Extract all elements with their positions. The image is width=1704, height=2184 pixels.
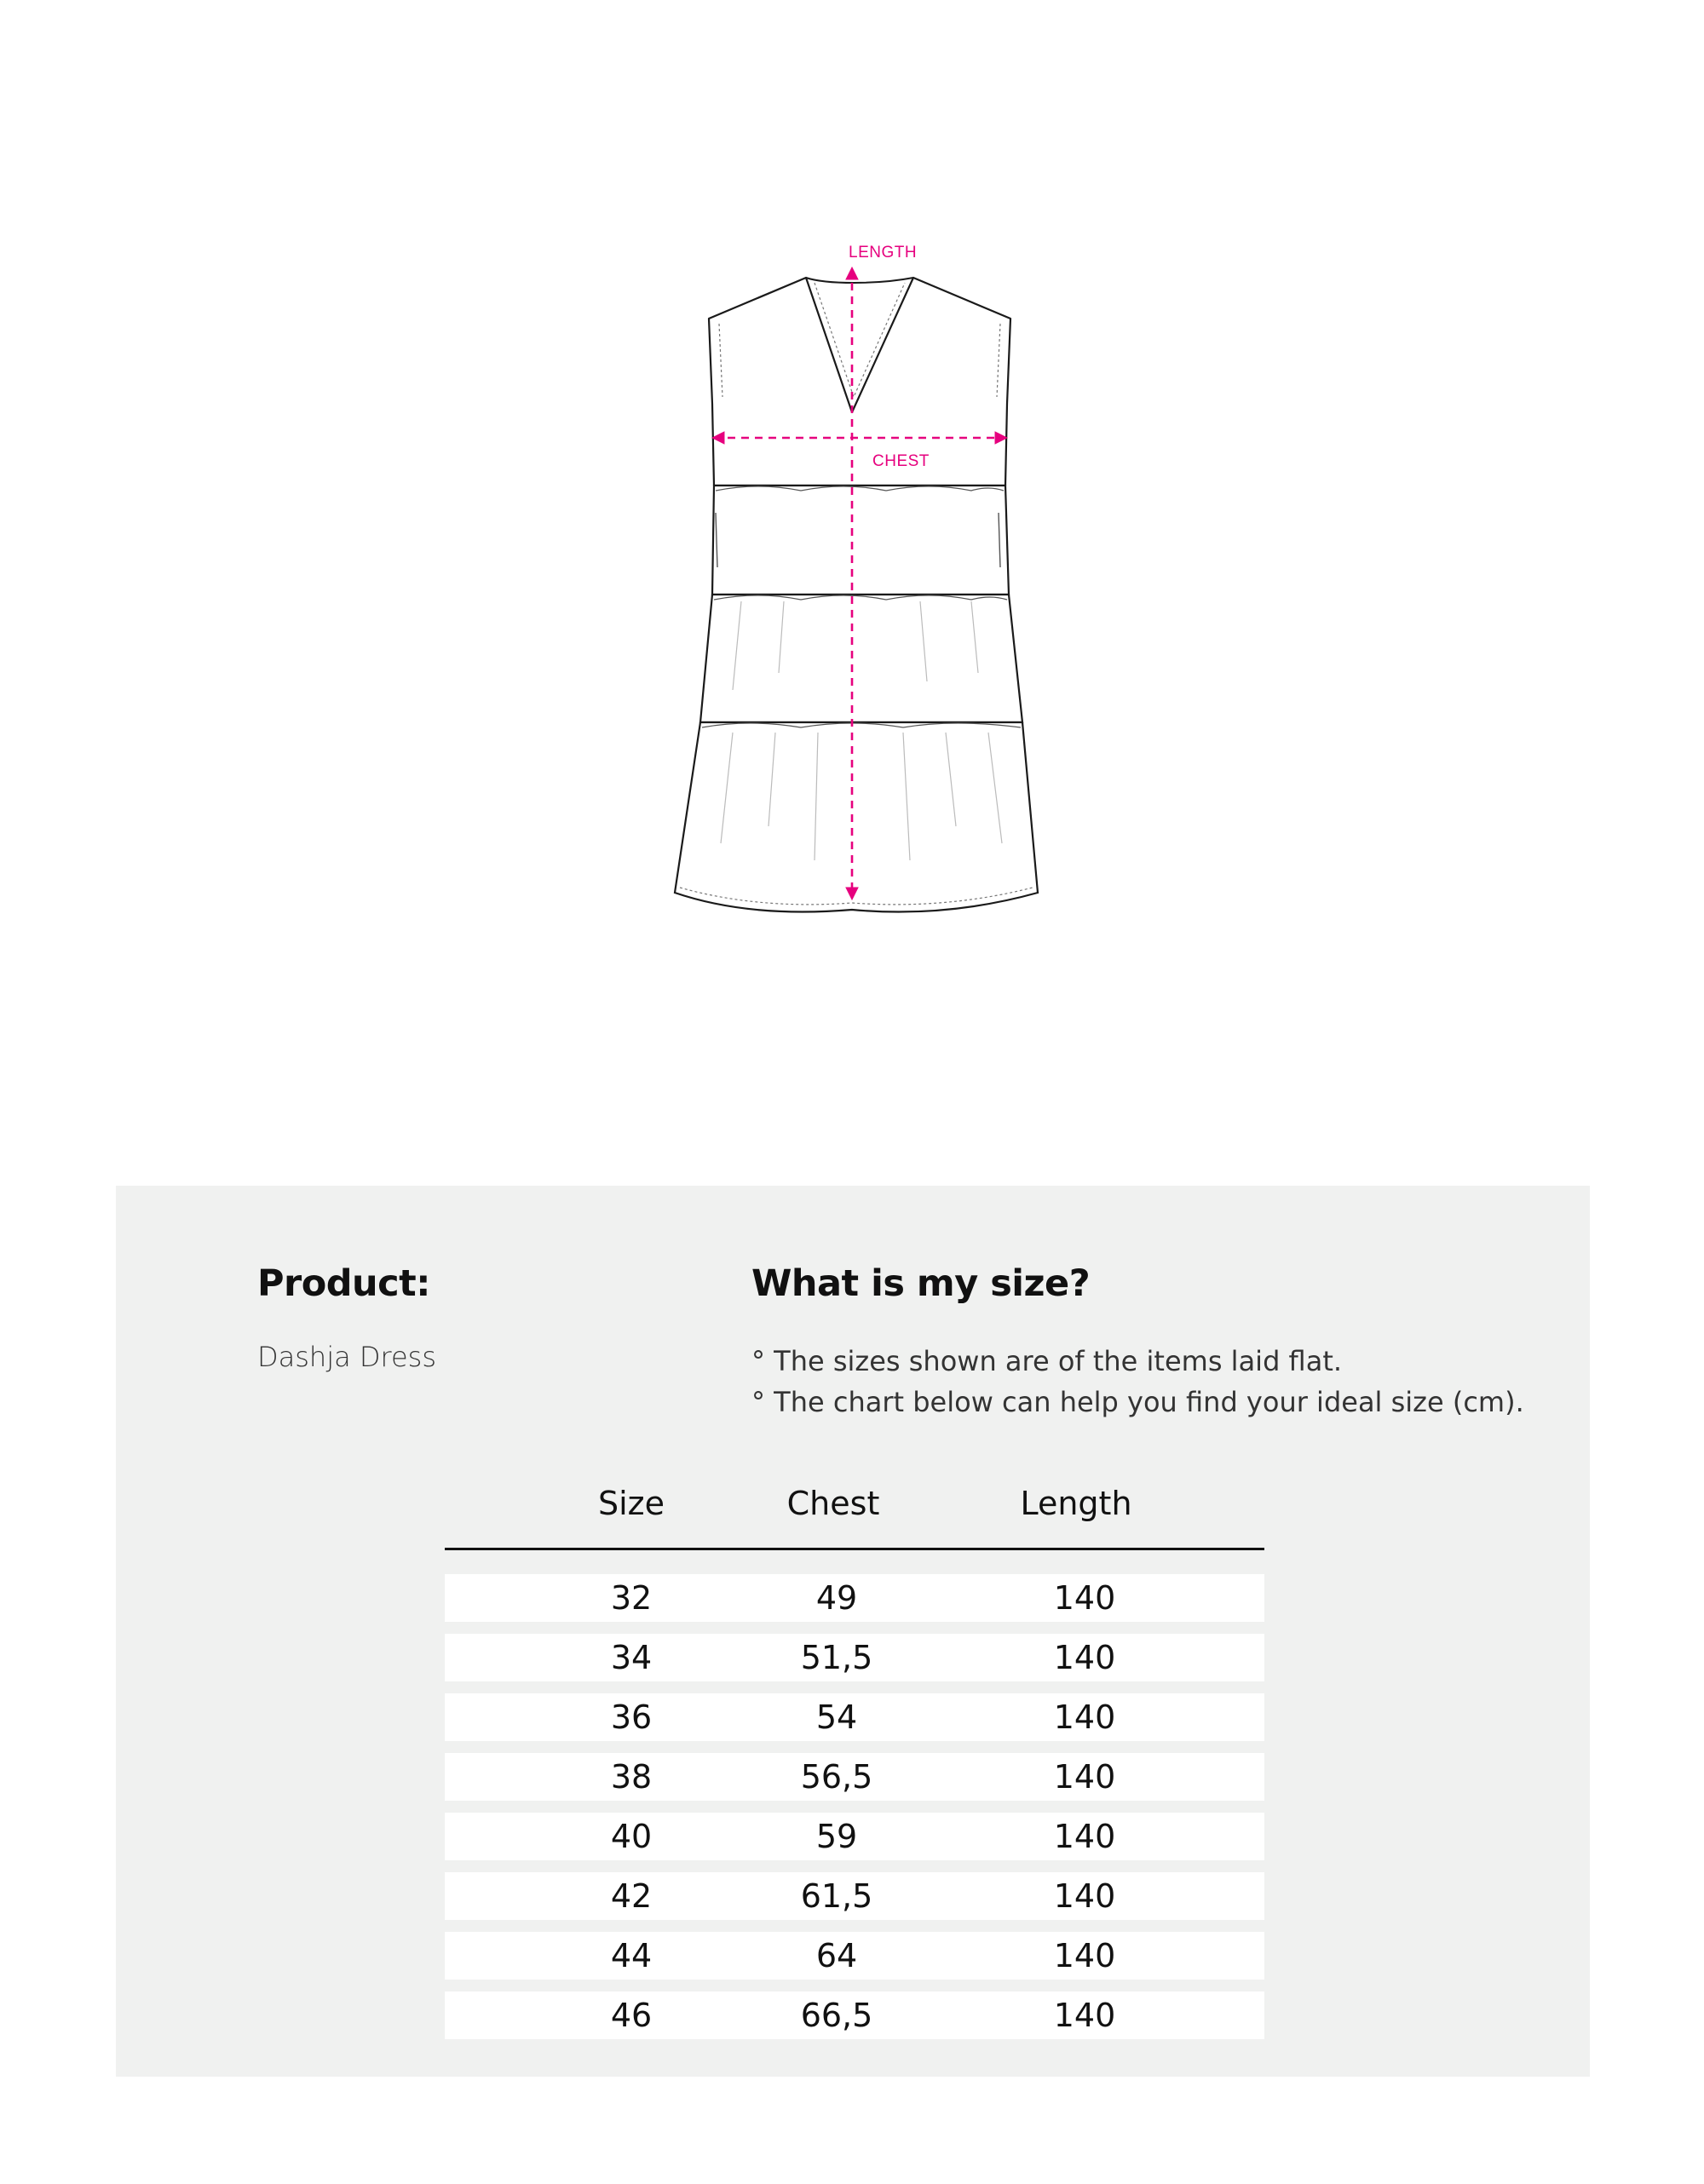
size-note: ° The chart below can help you find your ideal size (cm).: [751, 1386, 1524, 1418]
cell-length: 140: [1053, 1698, 1116, 1736]
cell-length: 140: [1053, 1937, 1116, 1974]
skirt-tier-2: [700, 595, 1022, 722]
cell-size: 32: [610, 1579, 653, 1617]
size-heading: What is my size?: [751, 1262, 1091, 1305]
cell-chest: 49: [815, 1579, 858, 1617]
cell-chest: 61,5: [800, 1877, 873, 1915]
size-note: ° The sizes shown are of the items laid flat.: [751, 1345, 1343, 1377]
cell-size: 44: [610, 1937, 653, 1974]
cell-size: 34: [610, 1639, 653, 1676]
table-row: [445, 1813, 1264, 1860]
cell-chest: 59: [815, 1818, 858, 1855]
product-heading: Product:: [257, 1262, 430, 1305]
header-length: Length: [1020, 1485, 1132, 1522]
table-row: [445, 1574, 1264, 1622]
cell-length: 140: [1053, 1877, 1116, 1915]
cell-length: 140: [1053, 1997, 1116, 2034]
table-row: [445, 1872, 1264, 1920]
cell-length: 140: [1053, 1818, 1116, 1855]
cell-size: 40: [610, 1818, 653, 1855]
table-row: [445, 1634, 1264, 1681]
table-body: [445, 1574, 1264, 2039]
cell-length: 140: [1053, 1639, 1116, 1676]
size-table: [445, 1480, 1264, 2051]
cell-size: 38: [610, 1758, 653, 1796]
chest-label: CHEST: [872, 452, 930, 470]
cell-chest: 51,5: [800, 1639, 873, 1676]
cell-size: 46: [610, 1997, 653, 2034]
cell-chest: 54: [815, 1698, 858, 1736]
skirt-tier-1: [712, 486, 1009, 595]
cell-size: 36: [610, 1698, 653, 1736]
size-notes: [751, 1341, 1524, 1422]
length-label: LENGTH: [849, 244, 918, 262]
size-guide-panel: [116, 1186, 1590, 2077]
header-chest: Chest: [786, 1485, 880, 1522]
table-header: [445, 1480, 1264, 1550]
cell-size: 42: [610, 1877, 653, 1915]
cell-length: 140: [1053, 1579, 1116, 1617]
table-row: [445, 1932, 1264, 1980]
dress-illustration: [665, 230, 1039, 945]
skirt-tier-3: [675, 722, 1038, 912]
table-row: [445, 1693, 1264, 1741]
table-row: [445, 1991, 1264, 2039]
cell-length: 140: [1053, 1758, 1116, 1796]
table-row: [445, 1753, 1264, 1801]
header-size: Size: [597, 1485, 665, 1522]
bodice-outline: [709, 278, 1010, 486]
cell-chest: 64: [815, 1937, 858, 1974]
cell-chest: 66,5: [800, 1997, 873, 2034]
dress-sketch: [665, 230, 1039, 945]
product-name: Dashja Dress: [257, 1341, 436, 1373]
cell-chest: 56,5: [800, 1758, 873, 1796]
